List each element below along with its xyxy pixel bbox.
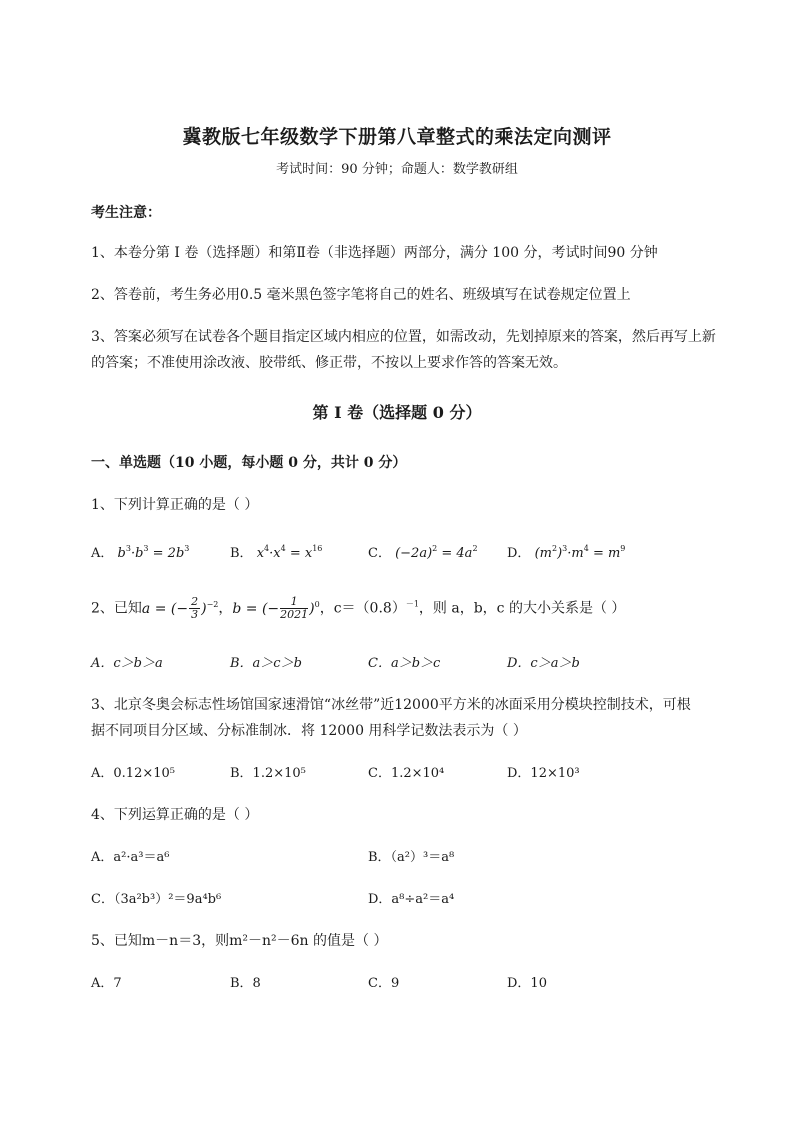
notice-item-1: 1、本卷分第 I 卷（选择题）和第Ⅱ卷（非选择题）两部分，满分 100 分，考试时间90 分钟: [91, 245, 658, 261]
q1-option-d: [507, 542, 625, 561]
notice-item-2: 2、答卷前，考生务必用0.5 毫米黑色签字笔将自己的姓名、班级填写在试卷规定位置上: [91, 287, 631, 303]
question-3-stem-1: 3、北京冬奥会标志性场馆国家速滑馆“冰丝带”近12000平方米的冰面采用分模块控制技术，可根: [91, 697, 691, 713]
section-title: 第 I 卷（选择题 0 分）: [312, 403, 482, 422]
q2-expr-a: a = (− $\frac{2}{3}$ )$^{-2}$: [141, 595, 219, 621]
q1-option-d-label: D．: [507, 546, 531, 561]
question-5-stem: 5、已知m－n＝3，则m²－n²－6n 的值是（ ）: [91, 933, 388, 949]
q2-expr-b: b = (− $\frac{1}{2021}$ )$^0$: [232, 595, 320, 621]
q2-expr-c-exponent: －1: [405, 599, 419, 609]
q5-option-b: B．8: [230, 976, 261, 991]
q3-option-b: B．1.2×10⁵: [230, 766, 306, 781]
exam-info: 考试时间：90 分钟；命题人：数学教研组: [276, 162, 518, 177]
question-2-stem: [91, 596, 625, 621]
q1-option-c: [368, 542, 478, 561]
q4-option-c: C．（3a²b³）²＝9a⁴b⁶: [91, 892, 222, 907]
q5-option-d: D．10: [507, 976, 547, 991]
part-heading: 一、单选题（10 小题，每小题 0 分，共计 0 分）: [91, 455, 407, 471]
q1-option-c-label: C．: [368, 546, 391, 561]
q1-option-b-expr: $x^4\cdot x^4 = x^{16}$: [256, 544, 323, 561]
q2-frac-1-2021: $\frac{1}{2021}$: [280, 595, 309, 621]
question-3-stem-2: 据不同项目分区域、分标准制冰．将 12000 用科学记数法表示为（ ）: [91, 723, 527, 739]
q1-option-c-expr: $(-2a)^2 = 4a^2$: [395, 544, 478, 561]
q1-option-d-expr: $(m^2)^3\cdot m^4 = m^9$: [534, 544, 626, 561]
q5-option-a: A．7: [91, 976, 122, 991]
q1-option-a-label: A．: [91, 546, 114, 561]
q2-suffix: ，则 a，b，c 的大小关系是（ ）: [418, 600, 626, 617]
q2-option-a: A．c＞b＞a: [91, 656, 163, 671]
q2-sep-1: ，: [218, 600, 233, 617]
page-title: 冀教版七年级数学下册第八章整式的乘法定向测评: [182, 126, 612, 148]
q1-option-a-expr: $b^3\cdot b^3 = 2b^3$: [117, 544, 190, 561]
q2-frac-2-3: $\frac{2}{3}$: [191, 595, 199, 621]
q2-prefix: 2、已知: [91, 600, 142, 617]
q3-option-c: C．1.2×10⁴: [368, 766, 445, 781]
question-4-stem: 4、下列运算正确的是（ ）: [91, 807, 259, 823]
notice-heading: 考生注意：: [91, 205, 161, 221]
q2-option-c: C．a＞b＞c: [368, 656, 441, 671]
q4-option-b: B．（a²）³＝a⁸: [368, 850, 455, 865]
q3-option-a: A．0.12×10⁵: [91, 766, 175, 781]
q1-option-b-label: B．: [230, 546, 253, 561]
notice-item-3: 3、答案必须写在试卷各个题目指定区域内相应的位置，如需改动，先划掉原来的答案，然后再写上新: [91, 329, 716, 345]
q4-option-d: D．a⁸÷a²＝a⁴: [368, 892, 455, 907]
q3-option-d: D．12×10³: [507, 766, 580, 781]
q2-option-d: D．c＞a＞b: [507, 656, 580, 671]
notice-item-3-cont: 的答案；不准使用涂改液、胶带纸、修正带，不按以上要求作答的答案无效。: [91, 355, 567, 371]
question-1-stem: 1、下列计算正确的是（ ）: [91, 497, 259, 513]
q1-option-b: [230, 542, 322, 561]
q4-option-a: A．a²·a³＝a⁶: [91, 850, 170, 865]
q2-expr-c: ，c＝（0.8）: [319, 600, 406, 617]
q2-option-b: B．a＞c＞b: [230, 656, 302, 671]
q1-option-a: [91, 542, 189, 561]
q5-option-c: C．9: [368, 976, 400, 991]
